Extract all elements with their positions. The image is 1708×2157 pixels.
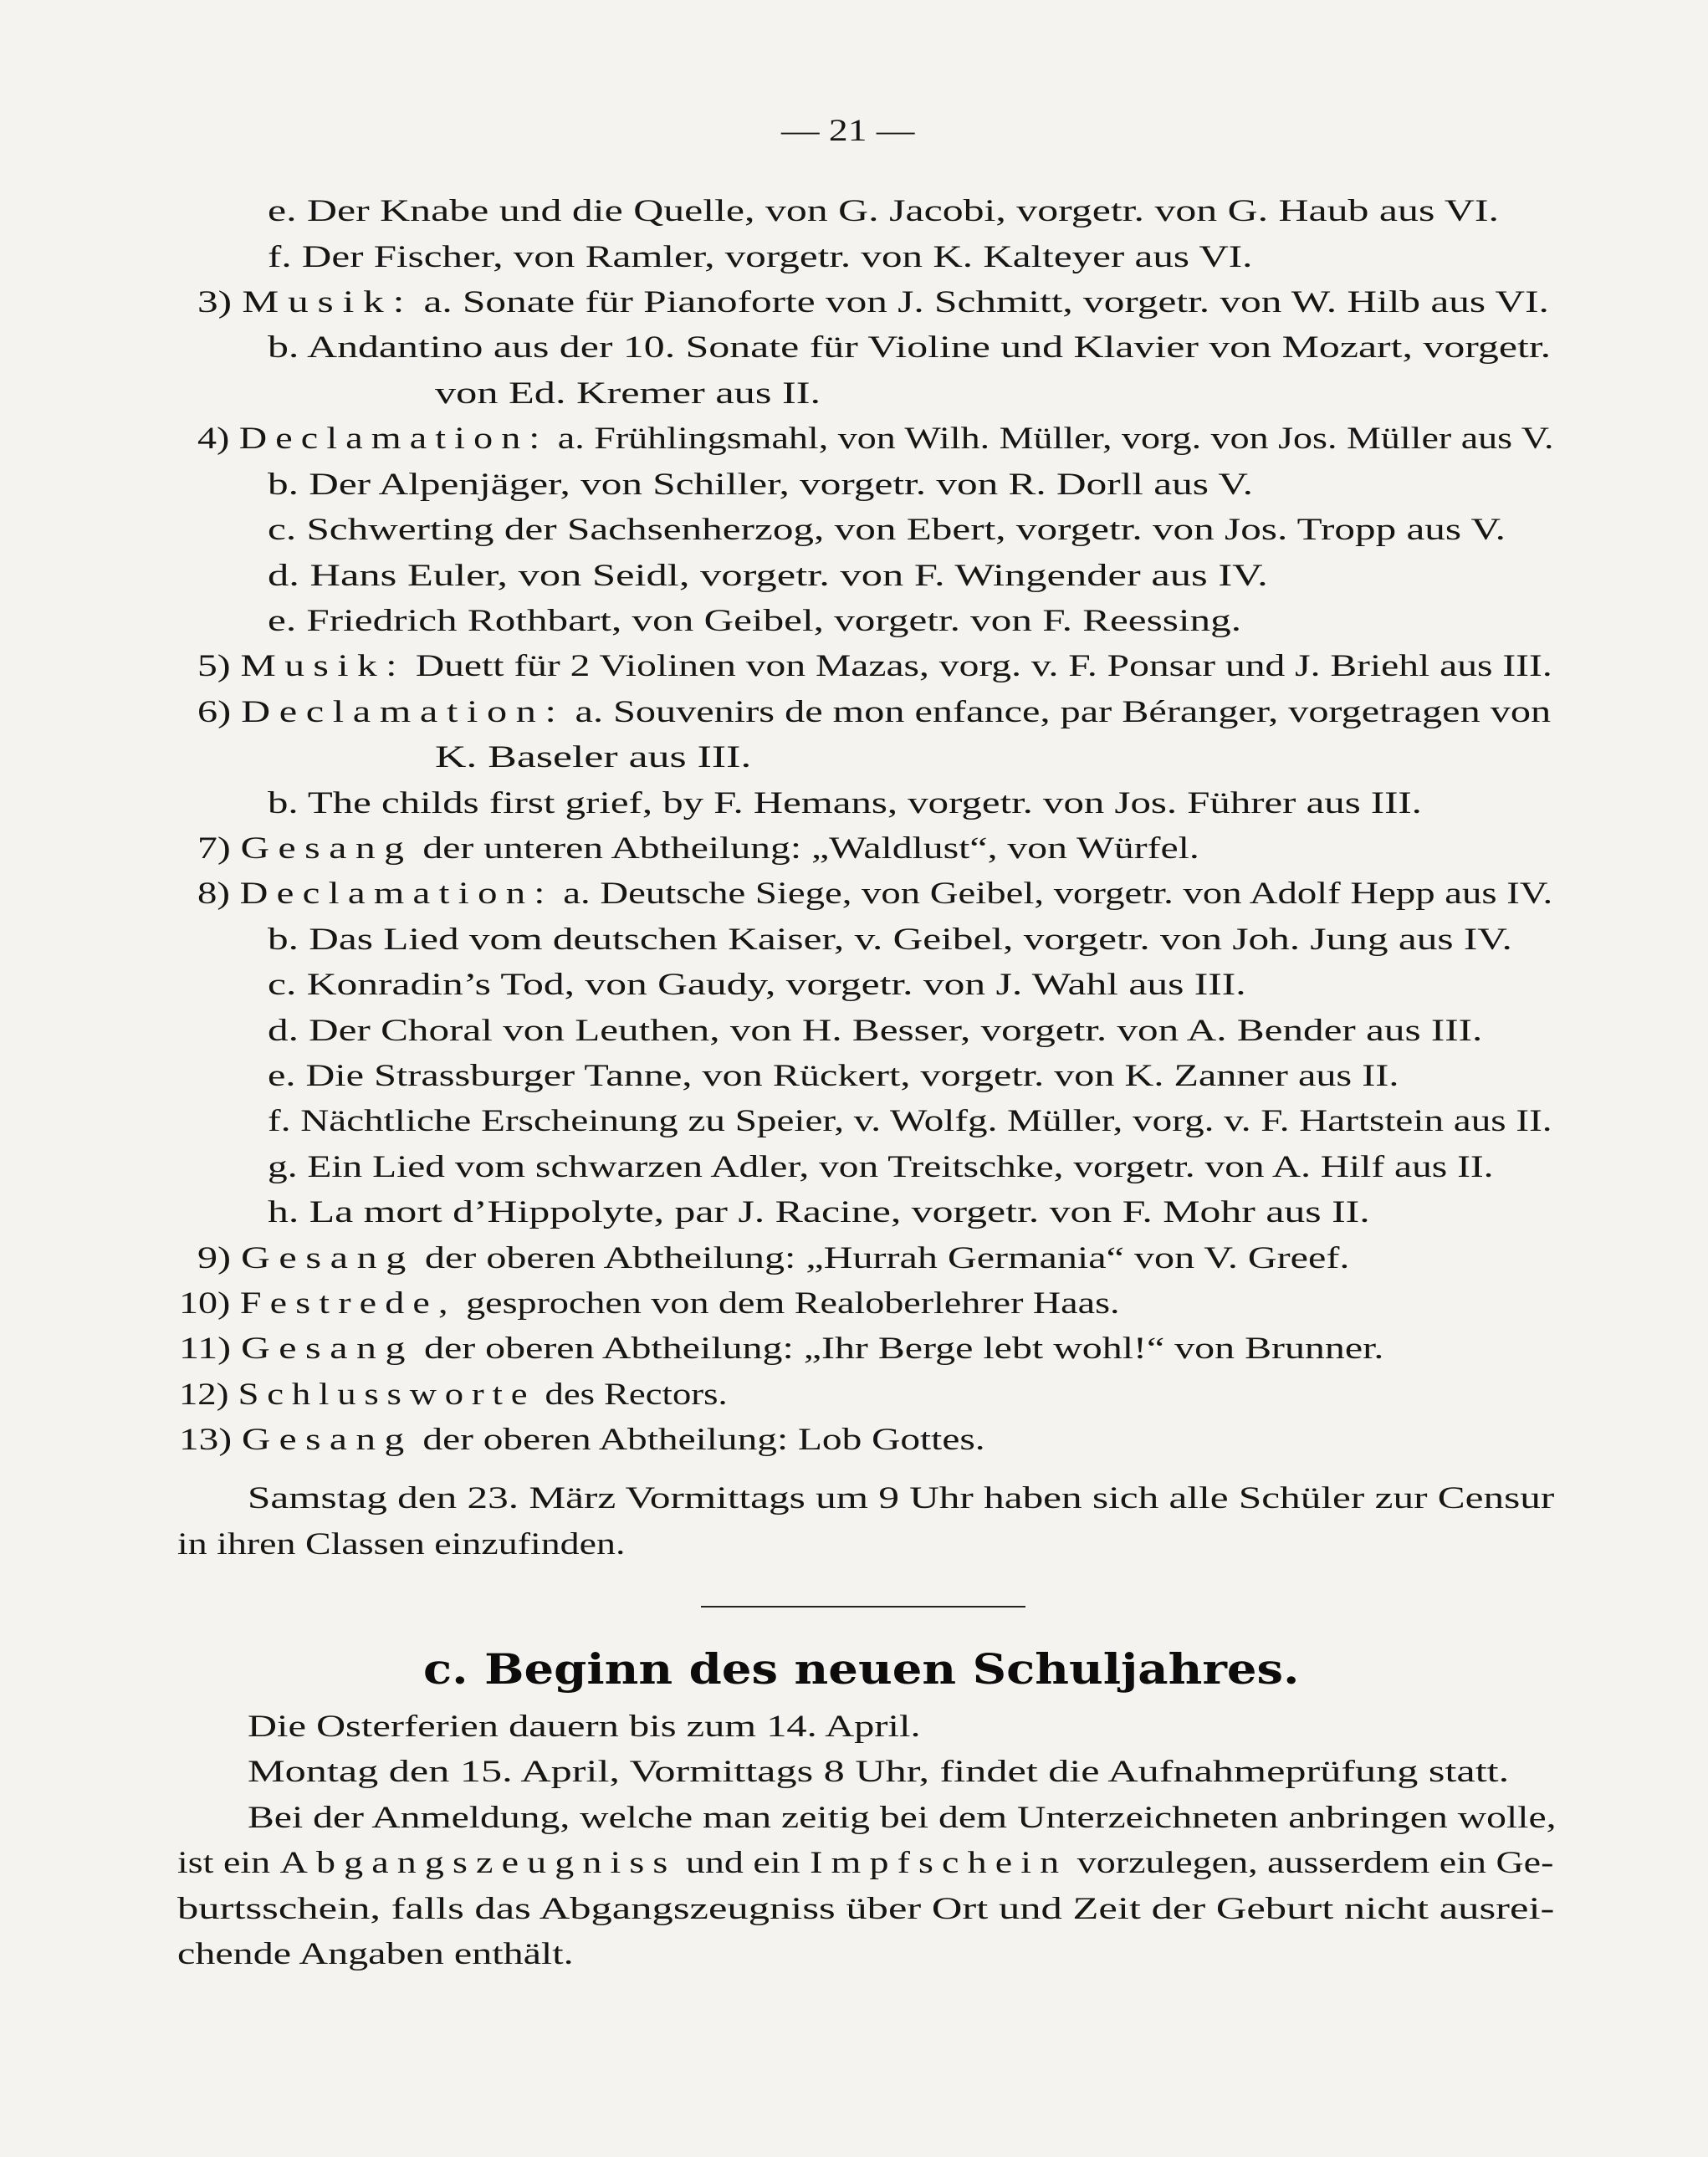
line-text: a. Frühlingsmahl, von Wilh. Müller, vorg. von Jos. Müller aus V. — [548, 422, 1554, 456]
text-line-9 — [268, 560, 1268, 591]
spaced-keyword: Musik: — [242, 285, 414, 319]
text-line-27 — [179, 1379, 728, 1410]
text-line-34 — [177, 1848, 1553, 1878]
line-text: gesprochen von dem Realoberlehrer Haas. — [456, 1286, 1120, 1321]
text-line-1 — [268, 196, 1499, 227]
line-text: d. Der Choral von Leuthen, von H. Besser, vorgetr. von A. Bender aus III. — [268, 1014, 1483, 1048]
line-text: der unteren Abtheilung: „Waldlust“, von Würfel. — [412, 831, 1199, 866]
line-text: c. Konradin’s Tod, von Gaudy, vorgetr. von J. Wahl aus III. — [268, 968, 1246, 1002]
line-text: 4) — [197, 422, 239, 456]
text-line-25 — [179, 1288, 1120, 1319]
line-text: c. Schwerting der Sachsenherzog, von Ebert, vorgetr. von Jos. Tropp aus V. — [268, 513, 1506, 547]
line-text: e. Der Knabe und die Quelle, von G. Jacobi, vorgetr. von G. Haub aus VI. — [268, 194, 1499, 228]
line-text: a. Deutsche Siege, von Geibel, vorgetr. von Adolf Hepp aus IV. — [553, 877, 1553, 911]
line-text: 13) — [179, 1423, 242, 1457]
line-text: ist ein — [177, 1846, 280, 1880]
text-line-21 — [268, 1106, 1552, 1137]
text-line-15 — [197, 833, 1199, 864]
spaced-keyword: Gesang — [241, 1332, 415, 1366]
spaced-keyword: Impfschein — [810, 1846, 1068, 1880]
line-text: des Rectors. — [535, 1378, 728, 1412]
line-text: d. Hans Euler, von Seidl, vorgetr. von F. Wingender aus IV. — [268, 559, 1268, 593]
text-line-29 — [248, 1483, 1554, 1514]
text-line-32 — [248, 1756, 1509, 1787]
line-text: 3) — [197, 285, 243, 319]
section-heading: c. Beginn des neuen Schuljahres. — [423, 1644, 1300, 1694]
line-text: 6) — [197, 695, 242, 729]
line-text: Samstag den 23. März Vormittags um 9 Uhr haben sich alle Schüler zur Censur — [248, 1481, 1555, 1516]
line-text: h. La mort d’Hippolyte, par J. Racine, vorgetr. von F. Mohr aus II. — [268, 1195, 1370, 1229]
text-line-19 — [268, 1015, 1482, 1046]
spaced-keyword: Gesang — [240, 831, 413, 866]
line-text: g. Ein Lied vom schwarzen Adler, von Treitschke, vorgetr. von A. Hilf aus II. — [268, 1150, 1494, 1184]
text-line-5 — [435, 378, 821, 409]
text-line-7 — [268, 469, 1253, 500]
spaced-keyword: Gesang — [241, 1423, 413, 1457]
spaced-keyword: Declamation: — [241, 695, 565, 729]
line-text: von Ed. Kremer aus II. — [435, 376, 821, 411]
line-text: der oberen Abtheilung: „Hurrah Germania“ von V. Greef. — [414, 1241, 1350, 1275]
text-line-14 — [268, 788, 1422, 819]
line-text: der oberen Abtheilung: Lob Gottes. — [412, 1423, 985, 1457]
text-line-28 — [179, 1424, 985, 1455]
line-text: 5) — [197, 649, 241, 683]
line-text: Die Osterferien dauern bis zum 14. April. — [248, 1710, 921, 1744]
text-line-33 — [248, 1802, 1557, 1833]
text-line-23 — [268, 1197, 1370, 1228]
spaced-keyword: Declamation: — [239, 877, 554, 911]
line-text: b. The childs first grief, by F. Hemans, vorgetr. von Jos. Führer aus III. — [268, 786, 1422, 820]
text-line-35 — [177, 1894, 1554, 1924]
text-line-2 — [268, 242, 1252, 273]
text-line-26 — [179, 1333, 1383, 1364]
line-text: Bei der Anmeldung, welche man zeitig bei dem Unterzeichneten anbringen wolle, — [248, 1801, 1557, 1835]
text-line-31 — [248, 1711, 921, 1742]
line-text: b. Das Lied vom deutschen Kaiser, v. Geibel, vorgetr. von Joh. Jung aus IV. — [268, 923, 1512, 957]
line-text: vorzulegen, ausserdem ein Ge- — [1067, 1846, 1554, 1880]
line-text: e. Friedrich Rothbart, von Geibel, vorgetr. von F. Reessing. — [268, 604, 1242, 638]
text-line-30 — [177, 1529, 625, 1560]
line-text: in ihren Classen einzufinden. — [177, 1527, 626, 1562]
line-text: f. Nächtliche Erscheinung zu Speier, v. Wolfg. Müller, vorg. v. F. Hartstein aus II. — [268, 1104, 1552, 1138]
line-text: und ein — [676, 1846, 811, 1880]
text-line-3 — [197, 287, 1549, 318]
line-text: b. Andantino aus der 10. Sonate für Violine und Klavier von Mozart, vorgetr. — [268, 330, 1552, 365]
line-text: 8) — [197, 877, 240, 911]
text-line-24 — [197, 1243, 1349, 1274]
line-text: b. Der Alpenjäger, von Schiller, vorgetr. von R. Dorll aus V. — [268, 468, 1253, 502]
line-text: 10) — [179, 1286, 240, 1321]
line-text: f. Der Fischer, von Ramler, vorgetr. von K. Kalteyer aus VI. — [268, 240, 1253, 274]
line-text: der oberen Abtheilung: „Ihr Berge lebt wohl!“ von Brunner. — [414, 1332, 1384, 1366]
text-line-17 — [268, 924, 1512, 955]
section-divider — [701, 1606, 1025, 1608]
text-line-36 — [177, 1939, 574, 1970]
page-number: — 21 — — [781, 114, 915, 148]
line-text: 12) — [179, 1378, 238, 1412]
text-line-10 — [268, 606, 1241, 636]
text-line-12 — [197, 697, 1551, 728]
spaced-keyword: Declamation: — [238, 422, 549, 456]
line-text: a. Souvenirs de mon enfance, par Béranger, vorgetragen von — [565, 695, 1552, 729]
text-line-4 — [268, 332, 1551, 363]
line-text: chende Angaben enthält. — [177, 1937, 574, 1971]
text-line-18 — [268, 969, 1246, 1000]
line-text: Duett für 2 Violinen von Mazas, vorg. v. F. Ponsar und J. Briehl aus III. — [405, 649, 1552, 683]
line-text: 11) — [179, 1332, 242, 1366]
line-text: burtsschein, falls das Abgangszeugniss über Ort und Zeit der Geburt nicht ausrei- — [177, 1892, 1555, 1926]
spaced-keyword: Abgangszeugniss — [279, 1846, 677, 1880]
line-text: K. Baseler aus III. — [435, 740, 752, 774]
text-line-11 — [197, 651, 1552, 682]
line-text: a. Sonate für Pianoforte von J. Schmitt, vorgetr. von W. Hilb aus VI. — [413, 285, 1549, 319]
spaced-keyword: Schlussworte — [238, 1378, 536, 1412]
line-text: 7) — [197, 831, 241, 866]
spaced-keyword: Musik: — [240, 649, 406, 683]
spaced-keyword: Gesang — [241, 1241, 415, 1275]
text-line-22 — [268, 1152, 1494, 1183]
text-line-8 — [268, 514, 1506, 545]
spaced-keyword: Festrede, — [239, 1286, 457, 1321]
text-line-6 — [197, 423, 1554, 454]
line-text: 9) — [197, 1241, 242, 1275]
text-line-16 — [197, 878, 1552, 909]
line-text: Montag den 15. April, Vormittags 8 Uhr, findet die Aufnahmeprüfung statt. — [248, 1755, 1510, 1789]
line-text: e. Die Strassburger Tanne, von Rückert, vorgetr. von K. Zanner aus II. — [268, 1059, 1399, 1093]
text-line-20 — [268, 1061, 1399, 1091]
text-line-13 — [435, 742, 751, 773]
